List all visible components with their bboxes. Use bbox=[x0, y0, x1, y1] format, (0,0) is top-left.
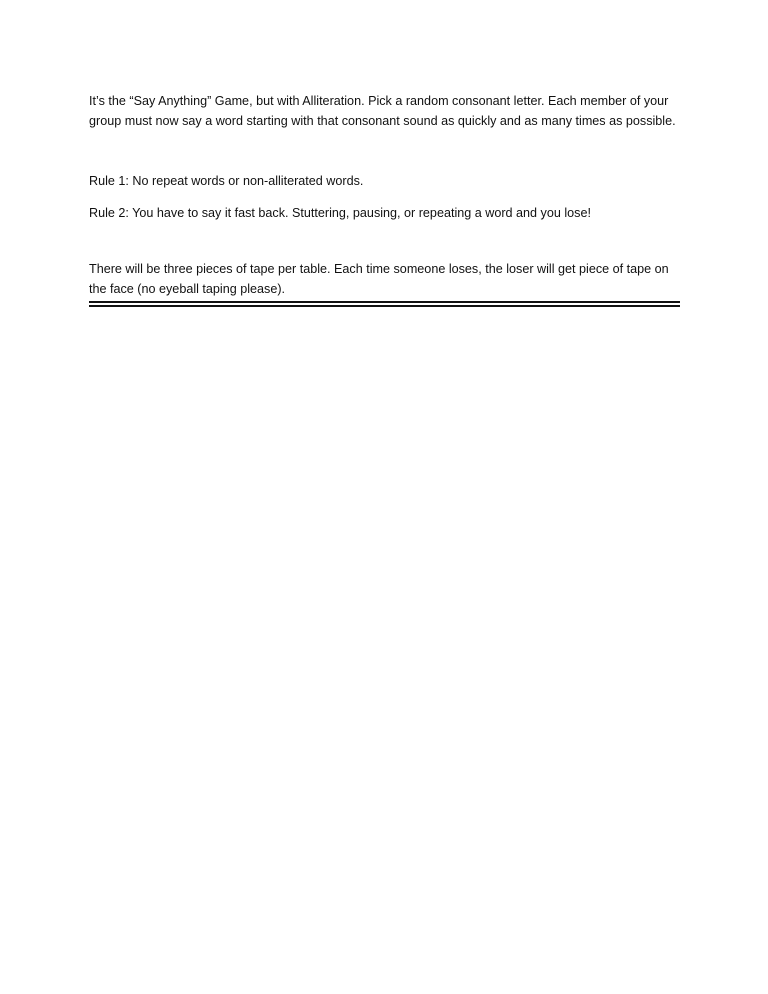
document-body bbox=[89, 91, 681, 307]
tape-rule-paragraph: There will be three pieces of tape per table. Each time someone loses, the loser will get piece of tape on the face (no eyeball taping please). bbox=[89, 262, 669, 296]
rule-2-paragraph: Rule 2: You have to say it fast back. Stuttering, pausing, or repeating a word and you lose! bbox=[89, 206, 591, 220]
rule-1-paragraph: Rule 1: No repeat words or non-alliterated words. bbox=[89, 174, 364, 188]
double-horizontal-rule bbox=[89, 301, 680, 307]
intro-paragraph: It’s the “Say Anything” Game, but with Alliteration. Pick a random consonant letter. Each member of your group must now say a word starting with that consonant sound as quickly and as many times as possible. bbox=[89, 94, 676, 128]
